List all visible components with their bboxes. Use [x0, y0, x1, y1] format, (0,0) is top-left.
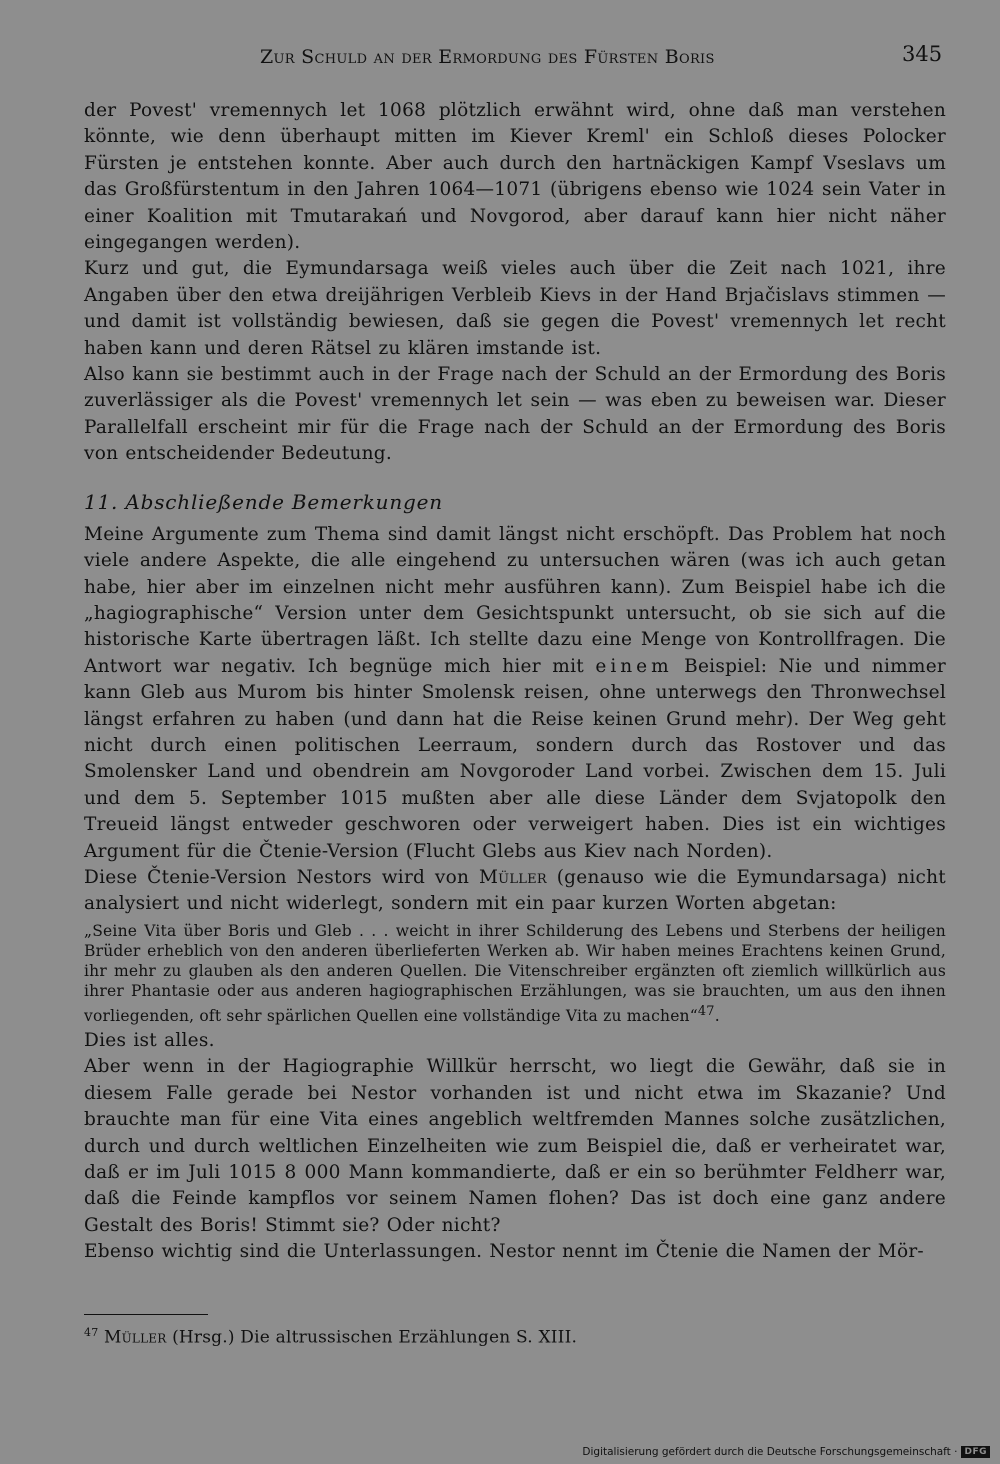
section-heading: 11. Abschließende Bemerkungen: [84, 489, 443, 514]
paragraph-6: Dies ist alles.: [84, 1029, 215, 1051]
footnote-author: Müller: [104, 1327, 167, 1348]
footnote-reference: 47: [697, 1003, 715, 1019]
quote-text: „Seine Vita über Boris und Gleb . . . weicht in ihrer Schilderung des Lebens und Sterbens der heiligen Brüder erheblich von den anderen überlieferten Werken ab. Wir haben meines Erachtens keinen Grund, ihr mehr zu glauben als den anderen Quellen. Die Vitenschreiber ergänzten oft ziemlich willkürlich aus ihrer Phantasie oder aus anderen hagiographischen Erzählungen, was sie brauchten, um aus den ihnen vorliegenden, oft sehr spärlichen Quellen eine vollständige Vita zu machen“: [84, 921, 946, 1025]
running-title: Zur Schuld an der Ermordung des Fürsten Boris: [260, 46, 715, 68]
digitization-notice: [582, 1446, 990, 1458]
emphasized-word: einem: [595, 655, 673, 677]
paragraph-8: Ebenso wichtig sind die Unterlassungen. Nestor nennt im Čtenie die Namen der Mör-: [84, 1241, 924, 1263]
author-name: Müller: [478, 866, 547, 888]
paragraph-3: Also kann sie bestimmt auch in der Frage nach der Schuld an der Ermordung des Boris zuverlässiger als die Povest' vremennych let sein — was eben zu beweisen war. Dieser Parallelfall erscheint mir für die Frage nach der Schuld an der Ermordung des Boris von entscheidender Bedeutung.: [84, 364, 946, 465]
dfg-logo-icon: DFG: [961, 1446, 990, 1458]
paragraph-5-end: (genauso wie die Eymundarsaga) nicht analysiert und nicht widerlegt, sondern mit ein paar kurzen Worten abgetan:: [84, 866, 946, 915]
page-number: 345: [902, 42, 943, 66]
block-quote: [84, 921, 946, 1026]
footnote-text: (Hrsg.) Die altrussischen Erzählungen S. XIII.: [166, 1327, 578, 1348]
footnote-number: 47: [84, 1326, 99, 1339]
paragraph-7: Aber wenn in der Hagiographie Willkür herrscht, wo liegt die Gewähr, daß sie in diesem Falle gerade bei Nestor vorhanden ist und nicht etwa im Skazanie? Und brauchte man für eine Vita eines angeblich weltfremden Mannes solche zusätzlichen, durch und durch weltlichen Einzelheiten wie zum Beispiel die, daß er verheiratet war, daß er im Juli 1015 8 000 Mann kommandierte, daß er ein so berühmter Feldherr war, daß die Feinde kampflos vor seinem Namen flohen? Das ist doch eine ganz andere Gestalt des Boris! Stimmt sie? Oder nicht?: [84, 1056, 946, 1236]
digitization-text: Digitalisierung gefördert durch die Deutsche Forschungsgemeinschaft ·: [582, 1446, 958, 1458]
paragraph-2: Kurz und gut, die Eymundarsaga weiß vieles auch über die Zeit nach 1021, ihre Angaben über den etwa dreijährigen Verbleib Kievs in der Hand Brjačislavs stimmen — und damit ist vollständig bewiesen, daß sie gegen die Povest' vremennych let recht haben kann und deren Rätsel zu klären imstande ist.: [84, 258, 946, 359]
paragraph-4: [84, 522, 946, 865]
page-header: [0, 40, 1000, 74]
paragraph-5: [84, 865, 946, 918]
paragraph-1: der Povest' vremennych let 1068 plötzlich erwähnt wird, ohne daß man verstehen könnte, wie denn überhaupt mitten im Kiever Kreml' ein Schloß dieses Polocker Fürsten je entstehen konnte. Aber auch durch den hartnäckigen Kampf Vseslavs um das Großfürstentum in den Jahren 1064—1071 (übrigens ebenso wie 1024 sein Vater in einer Koalition mit Tmutarakań und Novgorod, aber darauf kann hier nicht näher eingegangen werden).: [84, 100, 946, 254]
paragraph-4-end: Beispiel: Nie und nimmer kann Gleb aus Murom bis hinter Smolensk reisen, ohne unterwegs den Thronwechsel längst erfahren zu haben (und dann hat die Reise keinen Grund mehr). Der Weg geht nicht durch einen politischen Leerraum, sondern durch das Rostover und das Smolensker Land und obendrein am Novgoroder Land vorbei. Zwischen dem 15. Juli und dem 5. September 1015 mußten aber alle diese Länder dem Svjatopolk den Treueid längst entweder geschworen oder verweigert haben. Dies ist ein wichtiges Argument für die Čtenie-Version (Flucht Glebs aus Kiev nach Norden).: [84, 655, 946, 862]
paragraph-4-start: Meine Argumente zum Thema sind damit längst nicht erschöpft. Das Problem hat noch viele andere Aspekte, die alle eingehend zu untersuchen wären (was ich auch getan habe, hier aber im einzelnen nicht mehr ausführen kann). Zum Beispiel habe ich die „hagiographische“ Version unter dem Gesichtspunkt untersucht, ob sie sich auf die historische Karte übertragen läßt. Ich stellte dazu eine Menge von Kontrollfragen. Die Antwort war negativ. Ich begnüge mich hier mit: [84, 523, 946, 677]
paragraph-5-start: Diese Čtenie-Version Nestors wird von: [84, 866, 479, 888]
quote-end: .: [714, 1006, 720, 1025]
body-text: [84, 98, 946, 1266]
footnote-divider: [84, 1314, 208, 1315]
footnote: [84, 1326, 577, 1348]
